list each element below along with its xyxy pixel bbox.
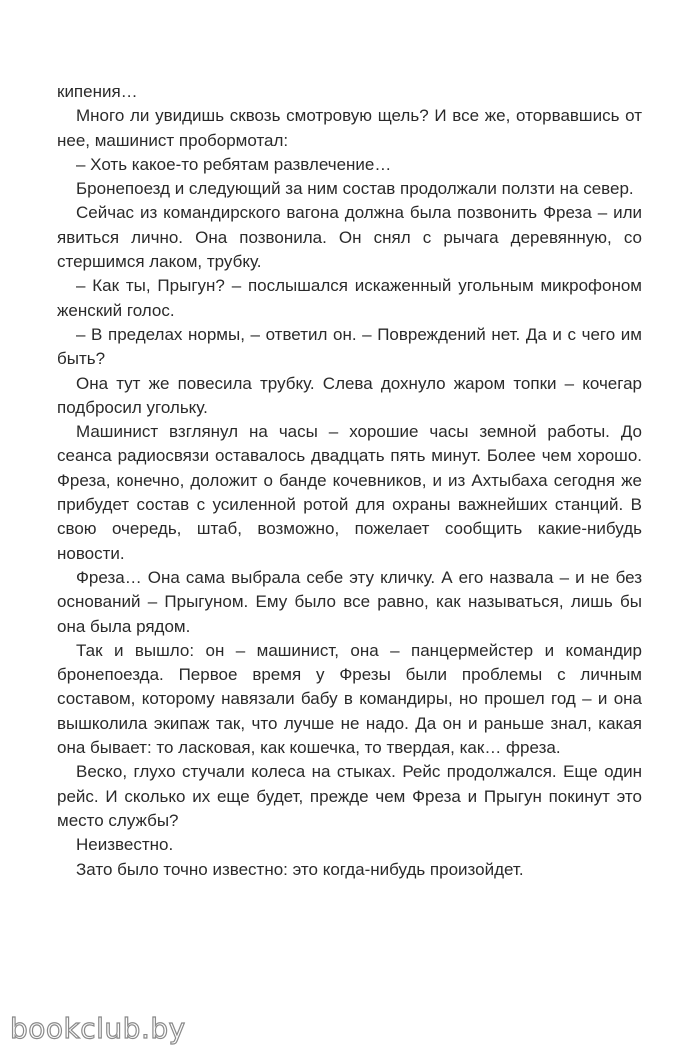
paragraph: – Хоть какое-то ребятам развлечение… [76,154,392,174]
paragraph: Она тут же повесила трубку. Слева дохнуло жаром топки – кочегар подбросил угольку. [57,373,642,417]
paragraph: Так и вышло: он – машинист, она – панцермейстер и командир бронепоезда. Первое время у Фрезы были проблемы с личным составом, которому навязали бабу в командиры, но прошел год – и она вышколила экипаж так, что лучше не надо. Да он и раньше знал, какая она бывает: то ласковая, как кошечка, то твердая, как… фреза. [57,640,642,758]
watermark: bookclub.by [10,1012,186,1045]
paragraph: Фреза… Она сама выбрала себе эту кличку. А его назвала – и не без оснований – Прыгуном. Ему было все равно, как называться, лишь бы она была рядом. [57,567,642,636]
paragraph: Веско, глухо стучали колеса на стыках. Рейс продолжался. Еще один рейс. И сколько их еще будет, прежде чем Фреза и Прыгун покинут это место службы? [57,762,642,830]
paragraph: Бронепоезд и следующий за ним состав продолжали ползти на север. [76,179,634,199]
paragraph: – Как ты, Прыгун? – послышался искаженный угольным микрофоном женский голос. [57,276,642,320]
paragraph: Зато было точно известно: это когда-нибудь произойдет. [76,859,524,879]
paragraph: кипения… [57,82,138,101]
paragraph: Неизвестно. [76,835,174,855]
paragraph: Машинист взглянул на часы – хорошие часы земной работы. До сеанса радиосвязи оставалось двадцать пять минут. Более чем хорошо. Фреза, конечно, доложит о банде кочевников, и из Ахтыбаха сегодня же прибудет состав с усиленной ротой для охраны важнейших станций. В свою очередь, штаб, возможно, пожелает сообщить какие-нибудь новости. [57,422,642,563]
paragraph: Много ли увидишь сквозь смотровую щель? И все же, оторвавшись от нее, машинист пробормотал: [57,106,642,150]
paragraph: – В пределах нормы, – ответил он. – Повреждений нет. Да и с чего им быть? [57,324,642,369]
paragraph: Сейчас из командирского вагона должна была позвонить Фреза – или явиться лично. Она позвонила. Он снял с рычага деревянную, со стершимся лаком, трубку. [57,203,642,272]
book-page-text [57,80,642,882]
